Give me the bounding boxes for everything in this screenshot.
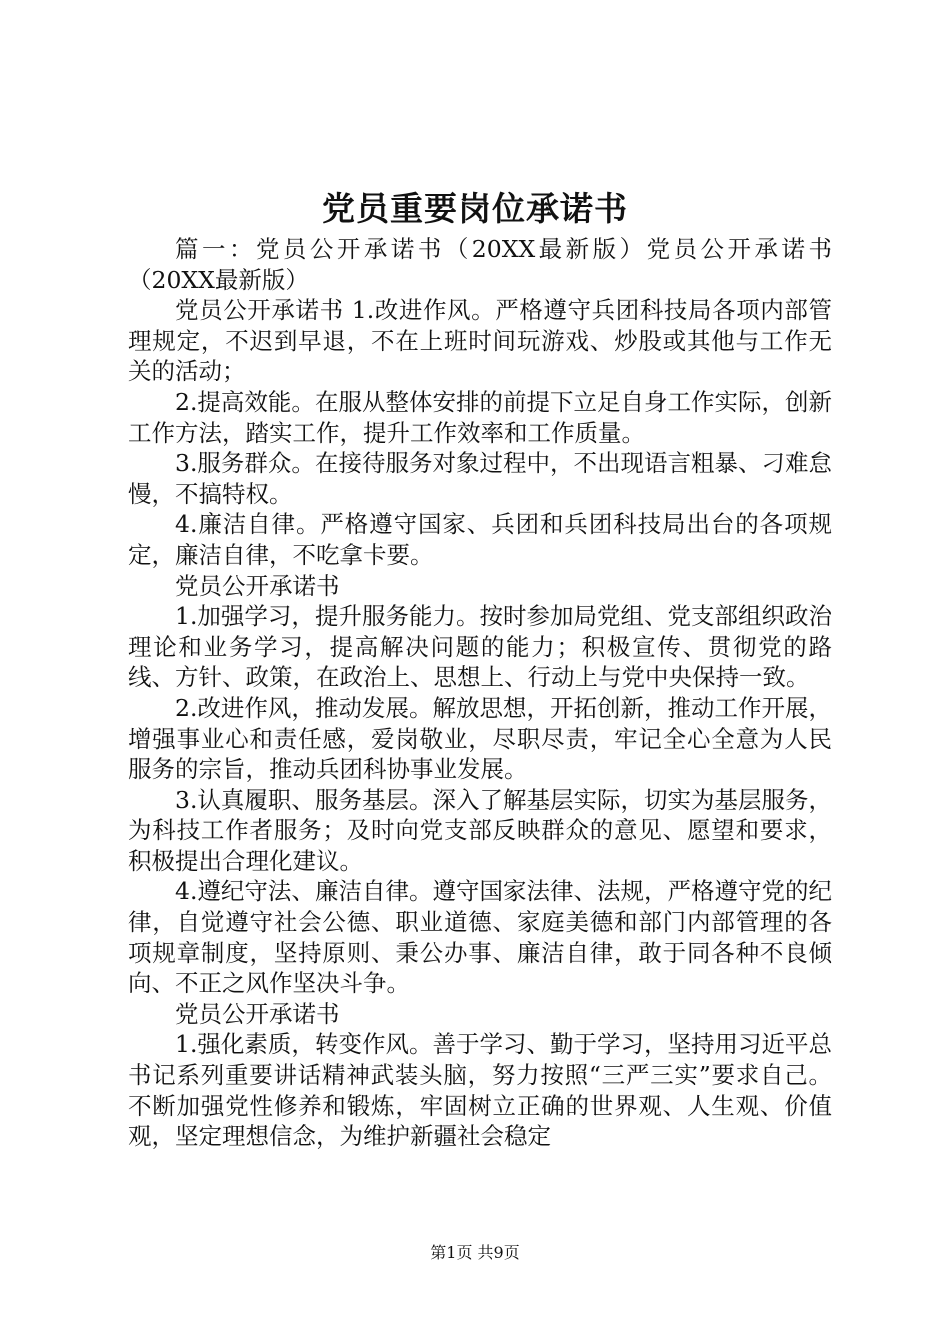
- paragraph: 1.加强学习，提升服务能力。按时参加局党组、党支部组织政治理论和业务学习，提高解决问题的能力；积极宣传、贯彻党的路线、方针、政策，在政治上、思想上、行动上与党中央保持一致。: [128, 602, 832, 692]
- paragraph: 党员公开承诺书 1.改进作风。严格遵守兵团科技局各项内部管理规定，不迟到早退，不在上班时间玩游戏、炒股或其他与工作无关的活动；: [128, 296, 832, 386]
- section-heading: 党员公开承诺书: [175, 999, 340, 1028]
- section-heading: 党员公开承诺书: [175, 571, 340, 600]
- paragraph: 篇一：党员公开承诺书（20XX最新版）党员公开承诺书（20XX最新版）: [128, 235, 832, 294]
- paragraph: 4.廉洁自律。严格遵守国家、兵团和兵团科技局出台的各项规定，廉洁自律，不吃拿卡要。: [128, 510, 832, 569]
- document-title: 党员重要岗位承诺书: [322, 189, 628, 228]
- paragraph: 3.认真履职、服务基层。深入了解基层实际，切实为基层服务，为科技工作者服务；及时向党支部反映群众的意见、愿望和要求，积极提出合理化建议。: [128, 785, 832, 875]
- paragraph: 2.提高效能。在服从整体安排的前提下立足自身工作实际，创新工作方法，踏实工作，提升工作效率和工作质量。: [128, 387, 832, 447]
- paragraph: 3.服务群众。在接待服务对象过程中，不出现语言粗暴、刁难怠慢，不搞特权。: [128, 449, 832, 508]
- page-footer: 第1页 共9页: [430, 1243, 520, 1262]
- paragraph: 1.强化素质，转变作风。善于学习、勤于学习，坚持用习近平总书记系列重要讲话精神武装头脑，努力按照“三严三实”要求自己。不断加强党性修养和锻炼，牢固树立正确的世界观、人生观、价值观，坚定理想信念，为维护新疆社会稳定: [128, 1030, 832, 1151]
- paragraph: 2.改进作风，推动发展。解放思想，开拓创新，推动工作开展，增强事业心和责任感，爱岗敬业，尽职尽责，牢记全心全意为人民服务的宗旨，推动兵团科协事业发展。: [128, 693, 832, 784]
- paragraph: 4.遵纪守法、廉洁自律。遵守国家法律、法规，严格遵守党的纪律，自觉遵守社会公德、职业道德、家庭美德和部门内部管理的各项规章制度，坚持原则、秉公办事、廉洁自律，敢于同各种不良倾向、不正之风作坚决斗争。: [128, 877, 832, 998]
- document-body: [128, 234, 832, 1152]
